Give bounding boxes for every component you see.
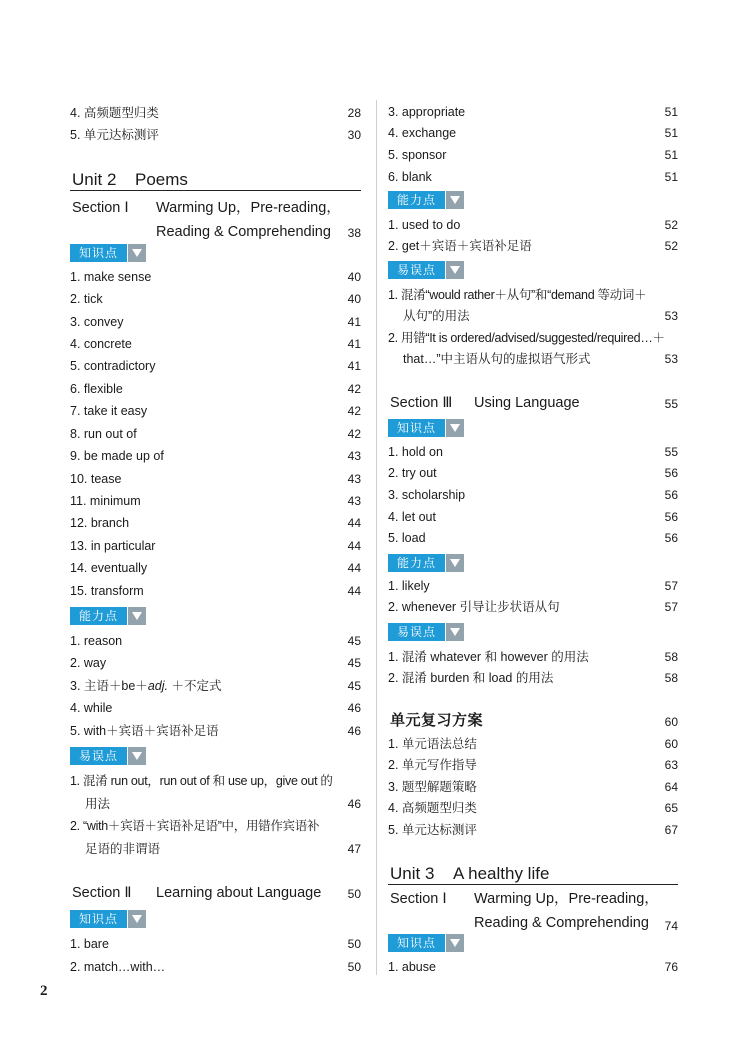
entry-label: 12. branch: [70, 516, 130, 530]
entry-label: 1. 单元语法总结: [388, 737, 477, 751]
knowledge-point-badge: [70, 910, 146, 928]
entry-page-number: 55: [664, 445, 678, 459]
entry-label: 3. convey: [70, 315, 124, 329]
entry-label: 4. concrete: [70, 337, 132, 351]
error-point-badge: [388, 623, 464, 641]
entry-label: 1. make sense: [70, 270, 152, 284]
entry-page-number: 47: [347, 842, 361, 856]
entry-label-part: ＋不定式: [167, 679, 222, 693]
entry-page-number: 57: [664, 600, 678, 614]
triangle-down-icon: [128, 747, 146, 765]
entry-page-number: 44: [347, 539, 361, 553]
triangle-down-icon: [446, 419, 464, 437]
toc-entry: [70, 402, 361, 420]
entry-label: 用法: [85, 797, 111, 811]
toc-entry: [70, 514, 361, 532]
toc-entry: [70, 380, 361, 398]
section-heading-line2: [388, 913, 678, 933]
toc-entry: [70, 559, 361, 577]
toc-entry: [388, 958, 678, 976]
entry-page-number: 51: [664, 148, 678, 162]
toc-entry: [388, 168, 678, 186]
toc-entry: [70, 447, 361, 465]
section-heading: [388, 889, 678, 909]
entry-page-number: 58: [664, 650, 678, 664]
entry-label: 5. 单元达标测评: [70, 128, 159, 142]
entry-page-number: 41: [347, 359, 361, 373]
entry-label: 4. let out: [388, 510, 436, 524]
entry-label: 1. 混淆“would rather＋从句”和“demand 等动词＋: [388, 288, 647, 302]
toc-left-column: [70, 0, 361, 1060]
entry-label: 2. get＋宾语＋宾语补足语: [388, 239, 532, 253]
entry-label: [70, 677, 221, 695]
entry-page-number: 41: [347, 315, 361, 329]
entry-page-number: 42: [347, 404, 361, 418]
ability-point-badge: [70, 607, 146, 625]
toc-entry: [70, 470, 361, 488]
review-title: 单元复习方案: [390, 712, 484, 729]
section-page-number: 38: [347, 226, 361, 240]
entry-label: 足语的非谓语: [85, 842, 161, 856]
toc-entry: [388, 529, 678, 547]
unit-review-heading: [388, 711, 678, 731]
toc-entry: [388, 648, 678, 666]
unit-name: A healthy life: [453, 864, 550, 883]
entry-page-number: 43: [347, 494, 361, 508]
toc-entry: [388, 821, 678, 839]
entry-page-number: 42: [347, 382, 361, 396]
entry-label: 1. used to do: [388, 218, 461, 232]
section-heading-line2: [70, 222, 361, 242]
section-page-number: 50: [347, 887, 361, 901]
section-page-number: 55: [664, 397, 678, 411]
entry-page-number: 60: [664, 737, 678, 751]
section-label: Section Ⅰ: [390, 891, 447, 907]
entry-line: [70, 772, 361, 790]
toc-entry: [388, 216, 678, 234]
entry-page-number: 46: [347, 724, 361, 738]
section-heading: [70, 883, 361, 903]
section-page-number: 74: [664, 919, 678, 933]
entry-label-italic: adj.: [147, 679, 168, 693]
triangle-down-icon: [446, 191, 464, 209]
unit-label: Unit 2: [72, 170, 117, 189]
toc-entry: [70, 335, 361, 353]
entry-label: 2. match…with…: [70, 960, 166, 974]
entry-label: 从句”的用法: [403, 309, 470, 323]
entry-label: 8. run out of: [70, 427, 137, 441]
toc-entry: [70, 935, 361, 953]
toc-entry: [70, 677, 361, 695]
entry-page-number: 56: [664, 488, 678, 502]
toc-entry: [388, 146, 678, 164]
entry-page-number: 42: [347, 427, 361, 441]
column-divider: [376, 100, 377, 975]
toc-entry: [70, 126, 361, 144]
triangle-down-icon: [446, 554, 464, 572]
ability-point-badge: [388, 554, 464, 572]
entry-label: 5. load: [388, 531, 426, 545]
entry-label: 15. transform: [70, 584, 144, 598]
toc-entry: [388, 508, 678, 526]
entry-line: [388, 350, 678, 368]
entry-page-number: 65: [664, 801, 678, 815]
knowledge-point-badge: [388, 419, 464, 437]
toc-entry: [388, 443, 678, 461]
toc-entry: [70, 699, 361, 717]
toc-entry: [70, 425, 361, 443]
toc-entry: [70, 654, 361, 672]
entry-label: 2. whenever 引导让步状语从句: [388, 600, 560, 614]
entry-page-number: 56: [664, 510, 678, 524]
section-heading: [388, 393, 678, 413]
entry-page-number: 45: [347, 634, 361, 648]
entry-page-number: 51: [664, 105, 678, 119]
entry-page-number: 46: [347, 701, 361, 715]
section-title: Using Language: [474, 395, 580, 411]
section-heading: [70, 198, 361, 218]
entry-page-number: 51: [664, 170, 678, 184]
entry-label: 4. while: [70, 701, 113, 715]
section-label: Section Ⅲ: [390, 395, 453, 411]
entry-label: 9. be made up of: [70, 449, 164, 463]
entry-label: 2. way: [70, 656, 107, 670]
toc-entry: [70, 492, 361, 510]
toc-entry: [388, 464, 678, 482]
entry-page-number: 30: [347, 128, 361, 142]
toc-entry: [70, 357, 361, 375]
entry-page-number: 40: [347, 270, 361, 284]
entry-label: 11. minimum: [70, 494, 141, 508]
entry-page-number: 44: [347, 561, 361, 575]
entry-label: 13. in particular: [70, 539, 156, 553]
entry-page-number: 58: [664, 671, 678, 685]
toc-entry: [388, 486, 678, 504]
entry-label-part: 3. 主语＋be＋: [70, 679, 148, 693]
triangle-down-icon: [446, 934, 464, 952]
toc-entry: [70, 722, 361, 740]
entry-page-number: 45: [347, 656, 361, 670]
toc-entry: [70, 313, 361, 331]
badge-label: 知识点: [388, 419, 445, 437]
entry-page-number: 53: [664, 352, 678, 366]
knowledge-point-badge: [388, 934, 464, 952]
entry-label: 1. abuse: [388, 960, 436, 974]
knowledge-point-badge: [70, 244, 146, 262]
triangle-down-icon: [446, 623, 464, 641]
entry-page-number: 43: [347, 472, 361, 486]
badge-label: 知识点: [70, 244, 127, 262]
toc-right-column: [388, 0, 678, 1060]
error-point-badge: [70, 747, 146, 765]
error-point-badge: [388, 261, 464, 279]
toc-entry: [388, 577, 678, 595]
unit-name: Poems: [135, 170, 188, 189]
badge-label: 能力点: [388, 554, 445, 572]
entry-label: 2. 单元写作指导: [388, 758, 477, 772]
badge-label: 知识点: [70, 910, 127, 928]
toc-entry: [70, 268, 361, 286]
ability-point-badge: [388, 191, 464, 209]
toc-entry: [388, 799, 678, 817]
toc-entry: [388, 329, 678, 371]
entry-page-number: 51: [664, 126, 678, 140]
badge-label: 易误点: [388, 261, 445, 279]
toc-entry: [70, 104, 361, 122]
unit-heading: [70, 170, 361, 191]
entry-label: 2. tick: [70, 292, 103, 306]
entry-label: 3. scholarship: [388, 488, 466, 502]
section-label: Section Ⅰ: [72, 200, 129, 216]
entry-page-number: 63: [664, 758, 678, 772]
entry-page-number: 41: [347, 337, 361, 351]
entry-line: [70, 795, 361, 813]
entry-label: 7. take it easy: [70, 404, 148, 418]
unit-label: Unit 3: [390, 864, 435, 883]
entry-page-number: 28: [347, 106, 361, 120]
toc-entry: [70, 537, 361, 555]
entry-page-number: 40: [347, 292, 361, 306]
toc-entry: [388, 124, 678, 142]
entry-label: that…”中主语从句的虚拟语气形式: [403, 352, 591, 366]
entry-line: [388, 329, 678, 347]
entry-label: 10. tease: [70, 472, 122, 486]
entry-page-number: 56: [664, 466, 678, 480]
toc-entry: [388, 778, 678, 796]
entry-page-number: 53: [664, 309, 678, 323]
unit-heading: [388, 864, 678, 885]
entry-page-number: 50: [347, 937, 361, 951]
entry-label: 2. 混淆 burden 和 load 的用法: [388, 671, 554, 685]
entry-label: 6. flexible: [70, 382, 123, 396]
toc-entry: [70, 582, 361, 600]
entry-label: 3. appropriate: [388, 105, 466, 119]
triangle-down-icon: [128, 244, 146, 262]
section-title: Reading & Comprehending: [474, 915, 649, 931]
entry-label: 1. 混淆 whatever 和 however 的用法: [388, 650, 589, 664]
badge-label: 知识点: [388, 934, 445, 952]
section-title: Warming Up，Pre-reading，: [474, 891, 659, 907]
entry-label: 4. 高频题型归类: [70, 106, 159, 120]
toc-entry: [388, 756, 678, 774]
page-number: 2: [40, 983, 48, 999]
entry-label: 4. exchange: [388, 126, 457, 140]
toc-entry: [70, 632, 361, 650]
badge-label: 易误点: [388, 623, 445, 641]
toc-entry: [388, 598, 678, 616]
entry-label: 14. eventually: [70, 561, 148, 575]
toc-entry: [388, 286, 678, 328]
entry-page-number: 67: [664, 823, 678, 837]
entry-line: [388, 286, 678, 304]
entry-page-number: 46: [347, 797, 361, 811]
entry-line: [70, 840, 361, 858]
toc-entry: [388, 735, 678, 753]
entry-label: 6. blank: [388, 170, 432, 184]
entry-label: 1. reason: [70, 634, 123, 648]
section-title: Learning about Language: [156, 885, 322, 901]
entry-page-number: 56: [664, 531, 678, 545]
entry-label: 3. 题型解题策略: [388, 780, 477, 794]
entry-label: 1. bare: [70, 937, 109, 951]
entry-page-number: 76: [664, 960, 678, 974]
triangle-down-icon: [128, 910, 146, 928]
entry-label: 1. hold on: [388, 445, 443, 459]
entry-label: 1. 混淆 run out，run out of 和 use up，give out 的: [70, 774, 333, 788]
badge-label: 能力点: [388, 191, 445, 209]
toc-entry: [70, 958, 361, 976]
toc-entry: [70, 772, 361, 814]
section-title: Warming Up，Pre-reading，: [156, 200, 341, 216]
entry-page-number: 52: [664, 218, 678, 232]
entry-page-number: 45: [347, 679, 361, 693]
entry-page-number: 44: [347, 584, 361, 598]
badge-label: 能力点: [70, 607, 127, 625]
section-title: Reading & Comprehending: [156, 224, 331, 240]
toc-entry: [70, 817, 361, 859]
toc-entry: [388, 669, 678, 687]
entry-page-number: 50: [347, 960, 361, 974]
entry-label: 5. sponsor: [388, 148, 447, 162]
toc-entry: [70, 290, 361, 308]
entry-label: 2. “with＋宾语＋宾语补足语”中，用错作宾语补: [70, 819, 320, 833]
entry-label: 1. likely: [388, 579, 430, 593]
triangle-down-icon: [446, 261, 464, 279]
section-page-number: 60: [664, 715, 678, 729]
entry-label: 2. try out: [388, 466, 437, 480]
entry-page-number: 57: [664, 579, 678, 593]
entry-page-number: 43: [347, 449, 361, 463]
entry-label: 5. with＋宾语＋宾语补足语: [70, 724, 219, 738]
toc-entry: [388, 103, 678, 121]
entry-line: [388, 307, 678, 325]
toc-entry: [388, 237, 678, 255]
entry-label: 5. contradictory: [70, 359, 156, 373]
entry-page-number: 44: [347, 516, 361, 530]
entry-label: 4. 高频题型归类: [388, 801, 477, 815]
entry-page-number: 64: [664, 780, 678, 794]
badge-label: 易误点: [70, 747, 127, 765]
entry-line: [70, 817, 361, 835]
entry-label: 2. 用错“It is ordered/advised/suggested/required…＋: [388, 331, 665, 345]
entry-page-number: 52: [664, 239, 678, 253]
entry-label: 5. 单元达标测评: [388, 823, 477, 837]
triangle-down-icon: [128, 607, 146, 625]
section-label: Section Ⅱ: [72, 885, 132, 901]
